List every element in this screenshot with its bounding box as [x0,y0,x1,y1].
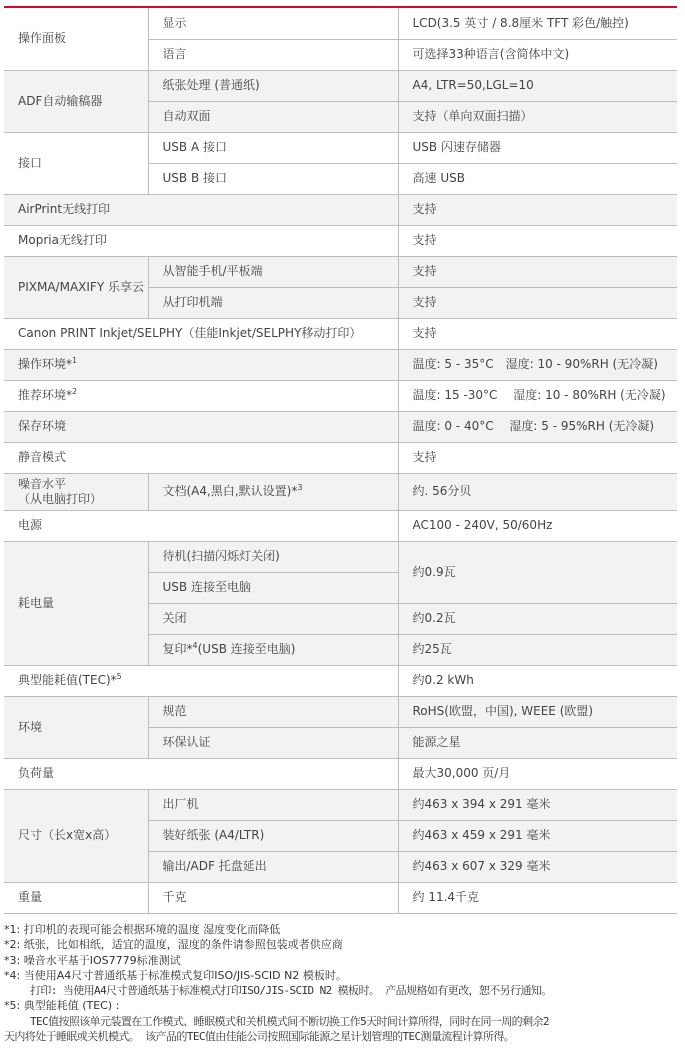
sub-label-display: 显示 [148,8,398,39]
value-recommended-env: 温度: 15 -30°C 湿度: 10 - 80%RH (无冷凝) [398,380,677,411]
footnote-1: *1: 打印机的表现可能会根据环境的温度 湿度变化而降低 [4,923,281,936]
sub-label-weight: 千克 [148,882,398,913]
value-paper: A4, LTR=50,LGL=10 [398,70,677,101]
row-label-duty: 负荷量 [4,758,398,789]
footnote-marker: 2 [72,387,78,396]
sub-label-extended: 输出/ADF 托盘延出 [148,851,398,882]
value-storage-env: 温度: 0 - 40°C 湿度: 5 - 95%RH (无冷凝) [398,411,677,442]
value-noise: 约. 56分贝 [398,473,677,510]
table-row [4,194,677,225]
table-row [4,380,677,411]
table-row [4,510,677,541]
value-tec: 约0.2 kWh [398,665,677,696]
footnote-marker: 5 [116,672,122,681]
value-factory: 约463 x 394 x 291 毫米 [398,789,677,820]
table-row [4,665,677,696]
row-label-consumption: 耗电量 [4,541,148,665]
footnote-marker: 1 [72,356,78,365]
sub-label-paper: 纸张处理 (普通纸) [148,70,398,101]
sub-label-usbb: USB B 接口 [148,163,398,194]
table-row [4,882,677,913]
sub-label-noise-doc: 文档(A4,黑白,默认设置)*$^3$ [148,473,398,510]
value-operating-env: 温度: 5 - 35°C 湿度: 10 - 90%RH (无冷凝) [398,349,677,380]
value-quiet-mode: 支持 [398,442,677,473]
table-row [4,256,677,287]
row-label-interface: 接口 [4,132,148,194]
footnote-marker: 3 [297,483,303,492]
value-duplex: 支持（单向双面扫描） [398,101,677,132]
sub-label-printer: 从打印机端 [148,287,398,318]
sub-label-usba: USB A 接口 [148,132,398,163]
table-row [4,349,677,380]
row-label-airprint: AirPrint无线打印 [4,194,398,225]
table-row [4,8,677,39]
row-label-operating-env: 操作环境*$^1$ [4,349,398,380]
value-mopria: 支持 [398,225,677,256]
sub-label-standby: 待机(扫描闪烁灯关闭) [148,541,398,572]
sub-label-factory: 出厂机 [148,789,398,820]
sub-label-usb-pc: USB 连接至电脑 [148,572,398,603]
row-label-quiet-mode: 静音模式 [4,442,398,473]
value-display: LCD(3.5 英寸 / 8.8厘米 TFT 彩色/触控) [398,8,677,39]
value-regulation: RoHS(欧盟，中国), WEEE (欧盟) [398,696,677,727]
sub-label-language: 语言 [148,39,398,70]
row-label-weight: 重量 [4,882,148,913]
footnote-5-detail: TEC值按照该单元装置在工作模式、睡眠模式和关机模式间不断切换工作5天时间计算所得，同时在同一周的剩余2 [30,1014,549,1028]
value-standby: 约0.9瓦 [398,541,677,603]
spec-table [4,8,677,914]
row-label-canon-print: Canon PRINT Inkjet/SELPHY（佳能Inkjet/SELPHY移动打印） [4,318,398,349]
table-row [4,473,677,510]
value-copy: 约25瓦 [398,634,677,665]
footnote-marker: 4 [192,641,198,650]
table-row [4,318,677,349]
footnote-5-detail-cont: 天内将处于睡眠或关机模式。 该产品的TEC值由佳能公司按照国际能源之星计划管理的TEC测量流程计算所得。 [4,1030,515,1044]
footnote-5: *5: 典型能耗值 (TEC) : [4,999,120,1013]
value-loaded: 约463 x 459 x 291 毫米 [398,820,677,851]
row-label-pixma: PIXMA/MAXIFY 乐享云 [4,256,148,318]
table-row [4,789,677,820]
row-label-noise: 噪音水平 （从电脑打印） [4,473,148,510]
table-row [4,758,677,789]
table-row [4,132,677,163]
value-eco: 能源之星 [398,727,677,758]
value-power: AC100 - 240V, 50/60Hz [398,510,677,541]
sub-label-duplex: 自动双面 [148,101,398,132]
sub-label-off: 关闭 [148,603,398,634]
value-usba: USB 闪速存储器 [398,132,677,163]
footnotes [4,922,680,1044]
footnote-4: *4: 当使用A4尺寸普通纸基于标准模式复印ISO/JIS-SCID N2 模板时。 [4,968,347,982]
value-usbb: 高速 USB [398,163,677,194]
row-label-tec: 典型能耗值(TEC)*$^5$ [4,665,398,696]
row-label-recommended-env: 推荐环境*$^2$ [4,380,398,411]
value-canon-print: 支持 [398,318,677,349]
value-airprint: 支持 [398,194,677,225]
table-row [4,696,677,727]
table-row [4,225,677,256]
footnote-4-print: 打印: 当使用A4尺寸普通纸基于标准模式打印ISO/JIS-SCID N2 模板时。 产品规格如有更改，恕不另行通知。 [30,984,552,998]
footnote-3: *3: 噪音水平基于IOS7779标准测试 [4,953,181,967]
table-row [4,442,677,473]
table-row [4,411,677,442]
row-label-dimensions: 尺寸（长x宽x高） [4,789,148,882]
sub-label-copy: 复印*$^4$(USB 连接至电脑) [148,634,398,665]
row-label-adf: ADF自动输稿器 [4,70,148,132]
row-label-panel: 操作面板 [4,8,148,70]
value-duty: 最大30,000 页/月 [398,758,677,789]
value-printer: 支持 [398,287,677,318]
value-weight: 约 11.4千克 [398,882,677,913]
footnote-2: *2: 纸张，比如相纸，适宜的温度，湿度的条件请参照包装或者供应商 [4,938,343,952]
sub-label-loaded: 装好纸张 (A4/LTR) [148,820,398,851]
row-label-mopria: Mopria无线打印 [4,225,398,256]
sub-label-eco: 环保认证 [148,727,398,758]
sub-label-phone: 从智能手机/平板端 [148,256,398,287]
row-label-storage-env: 保存环境 [4,411,398,442]
table-row [4,70,677,101]
table-row [4,541,677,572]
value-off: 约0.2瓦 [398,603,677,634]
value-extended: 约463 x 607 x 329 毫米 [398,851,677,882]
value-language: 可选择33种语言(含简体中文) [398,39,677,70]
row-label-power: 电源 [4,510,398,541]
sub-label-regulation: 规范 [148,696,398,727]
value-phone: 支持 [398,256,677,287]
row-label-environment: 环境 [4,696,148,758]
